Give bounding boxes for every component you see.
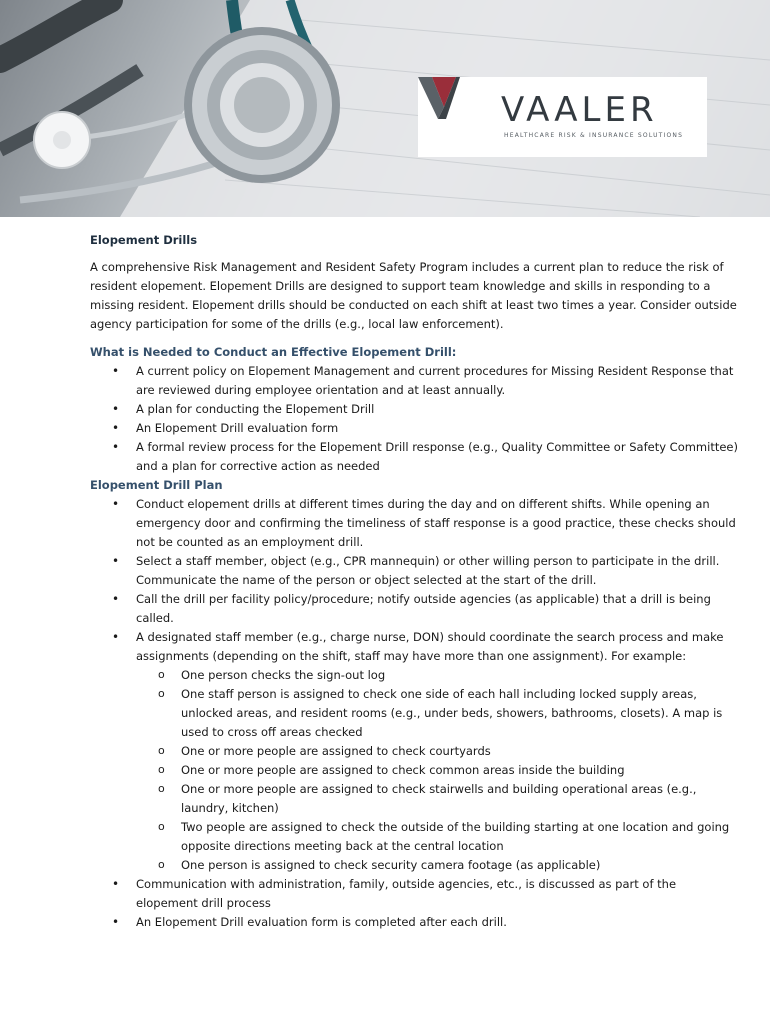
list-item: • Conduct elopement drills at different times during the day and on different shifts. While opening an emergency door and confirming the timeliness of staff response is a good practice, these checks should not be counted as an employment drill. (90, 495, 740, 552)
sublist-item: o One or more people are assigned to check stairwells and building operational areas (e.g., laundry, kitchen) (136, 780, 740, 818)
requirements-list (90, 362, 740, 476)
sublist-item: o One or more people are assigned to check courtyards (136, 742, 740, 761)
section-heading-drill-plan: Elopement Drill Plan (90, 478, 223, 492)
list-item: • An Elopement Drill evaluation form (90, 419, 740, 438)
list-item (90, 628, 740, 875)
vaaler-logo (418, 77, 707, 157)
drill-plan-list (90, 495, 740, 932)
assignment-sublist (136, 666, 740, 875)
logo-wordmark: VAALER (501, 90, 658, 130)
list-item: • Call the drill per facility policy/procedure; notify outside agencies (as applicable) that a drill is being called. (90, 590, 740, 628)
logo-tagline: HEALTHCARE RISK & INSURANCE SOLUTIONS (504, 132, 684, 139)
list-item: • Select a staff member, object (e.g., CPR mannequin) or other willing person to participate in the drill. Communicate the name of the person or object selected at the start of the drill. (90, 552, 740, 590)
sublist-item: o Two people are assigned to check the outside of the building starting at one location and going opposite directions meeting back at the central location (136, 818, 740, 856)
list-item: • A plan for conducting the Elopement Drill (90, 400, 740, 419)
sublist-item: o One person is assigned to check security camera footage (as applicable) (136, 856, 740, 875)
section-heading-requirements: What is Needed to Conduct an Effective Elopement Drill: (90, 345, 457, 359)
document-body (90, 231, 740, 932)
header-photo (0, 0, 770, 217)
intro-paragraph: A comprehensive Risk Management and Resident Safety Program includes a current plan to reduce the risk of resident elopement. Elopement Drills are designed to support team knowledge and skills in responding to a missing resident. Elopement drills should be conducted on each shift at least two times a year. Consider outside agency participation for some of the drills (e.g., local law enforcement). (90, 260, 737, 331)
sublist-item: o One staff person is assigned to check one side of each hall including locked supply areas, unlocked areas, and resident rooms (e.g., under beds, showers, bathrooms, closets). A map is used to cross off areas checked (136, 685, 740, 742)
document-title: Elopement Drills (90, 233, 198, 247)
list-item: • Communication with administration, family, outside agencies, etc., is discussed as part of the elopement drill process (90, 875, 740, 913)
list-item: • A current policy on Elopement Management and current procedures for Missing Resident Response that are reviewed during employee orientation and at least annually. (90, 362, 740, 400)
sublist-item: o One person checks the sign-out log (136, 666, 740, 685)
list-item-text: A designated staff member (e.g., charge nurse, DON) should coordinate the search process and make assignments (depending on the shift, staff may have more than one assignment). For example: (136, 630, 724, 663)
list-item: • A formal review process for the Elopement Drill response (e.g., Quality Committee or Safety Committee) and a plan for corrective action as needed (90, 438, 740, 476)
list-item: • An Elopement Drill evaluation form is completed after each drill. (90, 913, 740, 932)
sublist-item: o One or more people are assigned to check common areas inside the building (136, 761, 740, 780)
vaaler-logo-icon (418, 77, 460, 119)
